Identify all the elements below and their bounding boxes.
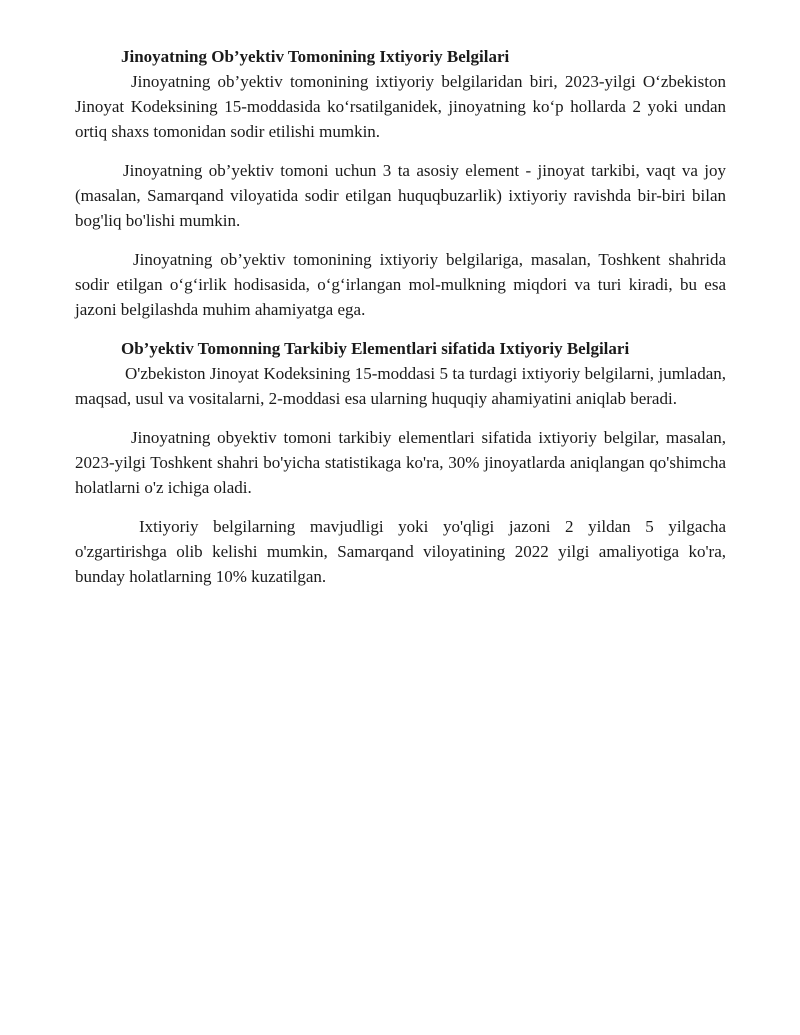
section-2-paragraph-1: O'zbekiston Jinoyat Kodeksining 15-moddasi 5 ta turdagi ixtiyoriy belgilarni, jumladan, maqsad, usul va vositalarni, 2-moddasi esa ularning huquqiy ahamiyatini aniqlab beradi. (75, 364, 726, 408)
section-1-heading: Jinoyatning Ob’yektiv Tomonining Ixtiyoriy Belgilari (121, 47, 510, 66)
section-2 (75, 336, 726, 589)
section-1-paragraph-2: Jinoyatning ob’yektiv tomoni uchun 3 ta asosiy element - jinoyat tarkibi, vaqt va joy (masalan, Samarqand viloyatida sodir etilgan huquqbuzarlik) ixtiyoriy ravishda bir-biri bilan bog'liq bo'lishi mumkin. (75, 161, 726, 230)
section-1-paragraph-3: Jinoyatning ob’yektiv tomonining ixtiyoriy belgilariga, masalan, Toshkent shahrida sodir etilgan o‘g‘irlik hodisasida, o‘g‘irlangan mol-mulkning miqdori va turi kiradi, bu esa jazoni belgilashda muhim ahamiyatga ega. (75, 250, 726, 319)
section-2-paragraph-3: Ixtiyoriy belgilarning mavjudligi yoki yo'qligi jazoni 2 yildan 5 yilgacha o'zgartirishga olib kelishi mumkin, Samarqand viloyatining 2022 yilgi amaliyotiga ko'ra, bunday holatlarning 10% kuzatilgan. (75, 517, 726, 586)
section-1 (75, 44, 726, 322)
section-2-heading: Ob’yektiv Tomonning Tarkibiy Elementlari sifatida Ixtiyoriy Belgilari (121, 339, 630, 358)
document-page (75, 44, 726, 603)
section-2-paragraph-2: Jinoyatning obyektiv tomoni tarkibiy elementlari sifatida ixtiyoriy belgilar, masalan, 2023-yilgi Toshkent shahri bo'yicha statistikaga ko'ra, 30% jinoyatlarda aniqlangan qo'shimcha holatlarni o'z ichiga oladi. (75, 428, 726, 497)
section-1-paragraph-1: Jinoyatning ob’yektiv tomonining ixtiyoriy belgilaridan biri, 2023-yilgi O‘zbekiston Jinoyat Kodeksining 15-moddasida ko‘rsatilganidek, jinoyatning ko‘p hollarda 2 yoki undan ortiq shaxs tomonidan sodir etilishi mumkin. (75, 72, 726, 141)
